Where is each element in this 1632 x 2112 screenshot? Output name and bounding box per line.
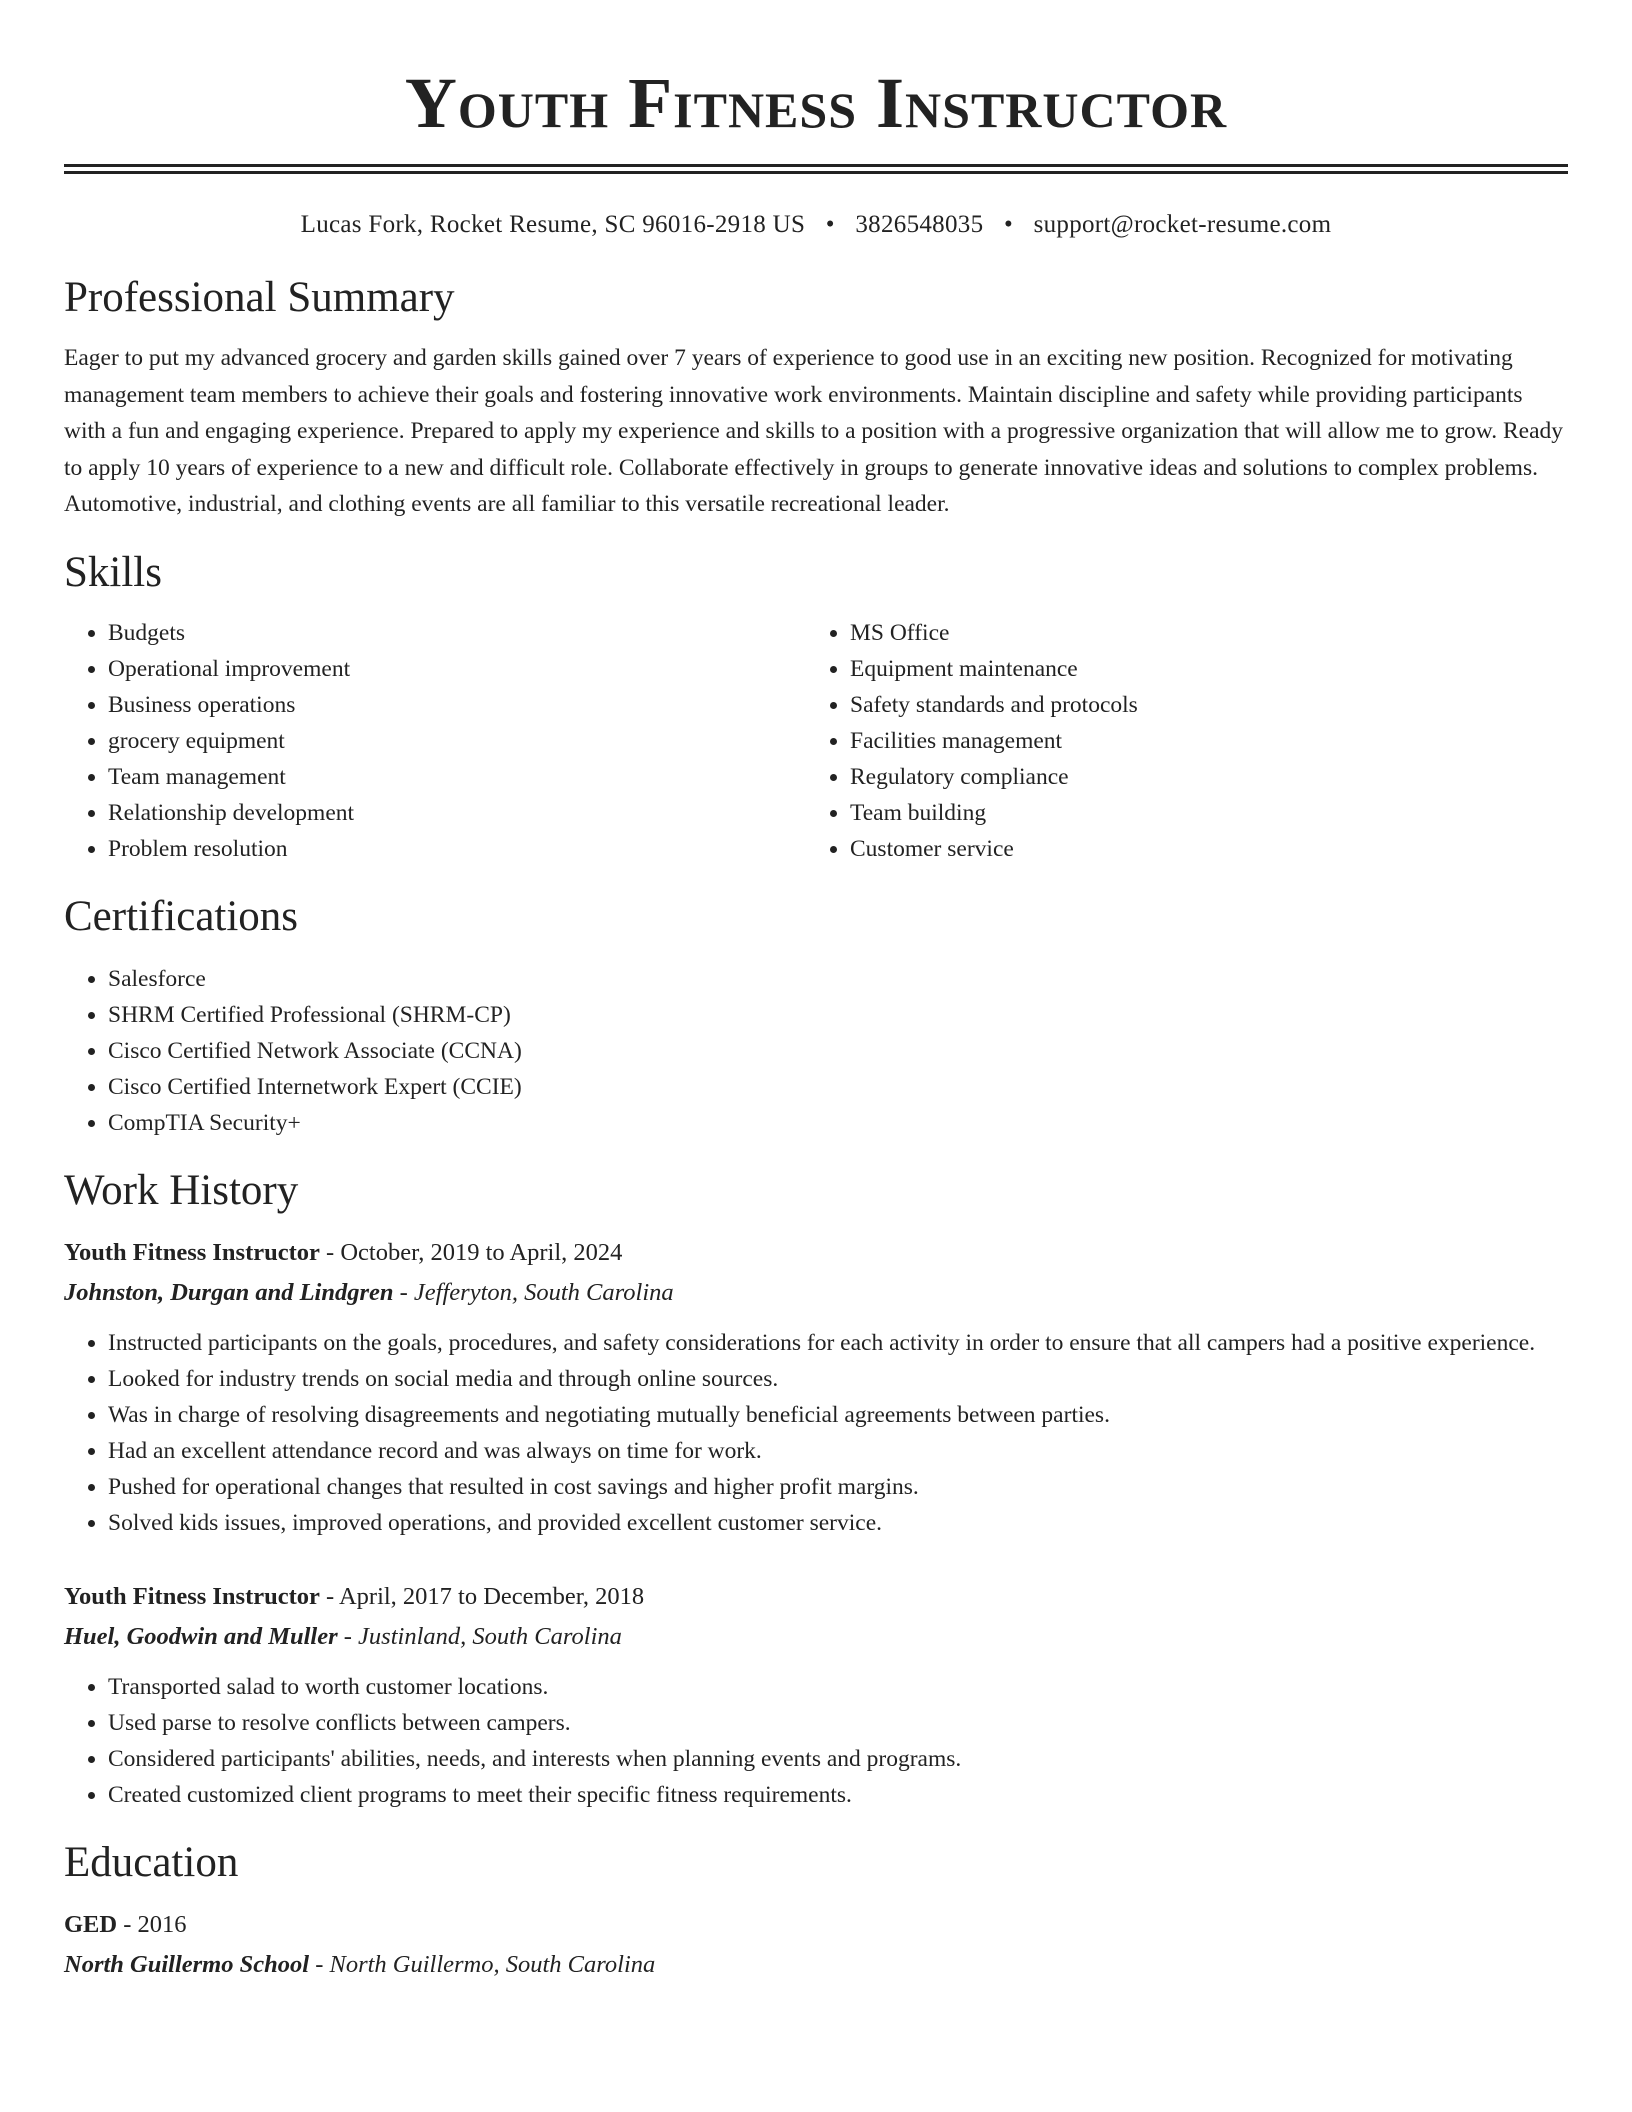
section-title-education: Education (64, 1838, 239, 1886)
skill-item: • Safety standards and protocols (850, 687, 1548, 723)
job-dates: - April, 2017 to December, 2018 (319, 1582, 645, 1610)
job-duty: • Instructed participants on the goals, procedures, and safety considerations for each activity in order to ensure that all campers had a positive experience. (108, 1325, 1568, 1361)
certification-item: • CompTIA Security+ (108, 1105, 1568, 1141)
skill-item: • Customer service (850, 831, 1548, 867)
section-title-work-history: Work History (64, 1166, 299, 1214)
skill-item: • MS Office (850, 615, 1548, 651)
contact-email[interactable]: support@rocket-resume.com (1033, 211, 1332, 238)
job-location: - Justinland, South Carolina (337, 1622, 622, 1650)
skill-item: • grocery equipment (108, 723, 806, 759)
job-duties-list (64, 1669, 1568, 1813)
education-location: - North Guillermo, South Carolina (309, 1950, 656, 1978)
certification-item: • Salesforce (108, 961, 1568, 997)
certification-item: • SHRM Certified Professional (SHRM-CP) (108, 997, 1568, 1033)
certification-item: • Cisco Certified Network Associate (CCNA) (108, 1033, 1568, 1069)
skills-column-left (64, 615, 806, 867)
skills-list-left (64, 615, 806, 867)
job-duty: • Solved kids issues, improved operations, and provided excellent customer service. (108, 1505, 1568, 1541)
contact-address: Lucas Fork, Rocket Resume, SC 96016-2918 US (300, 211, 806, 238)
education-school: North Guillermo School (64, 1950, 310, 1978)
job-title-line (64, 1233, 1568, 1273)
section-title-summary: Professional Summary (64, 274, 455, 321)
job-company-line (64, 1273, 1568, 1313)
job-title-line (64, 1577, 1568, 1617)
education-school-line (64, 1945, 1568, 1985)
certifications-list (64, 961, 1568, 1141)
job-duty: • Pushed for operational changes that resulted in cost savings and higher profit margins. (108, 1469, 1568, 1505)
job-company: Huel, Goodwin and Muller (64, 1622, 338, 1650)
job-company-line (64, 1617, 1568, 1657)
job-duty: • Was in charge of resolving disagreements and negotiating mutually beneficial agreements between parties. (108, 1397, 1568, 1433)
section-title-certifications: Certifications (64, 892, 299, 940)
skills-column-right (806, 615, 1548, 867)
section-title-skills: Skills (64, 548, 162, 596)
job-dates: - October, 2019 to April, 2024 (319, 1238, 623, 1266)
job-duty: • Considered participants' abilities, needs, and interests when planning events and programs. (108, 1741, 1568, 1777)
skill-item: • Operational improvement (108, 651, 806, 687)
job-duties-list (64, 1325, 1568, 1541)
job-duty: • Had an excellent attendance record and was always on time for work. (108, 1433, 1568, 1469)
job-duty: • Looked for industry trends on social media and through online sources. (108, 1361, 1568, 1397)
job-title: Youth Fitness Instructor (64, 1238, 320, 1266)
education-degree-line (64, 1905, 1568, 1945)
job-duty: • Transported salad to worth customer locations. (108, 1669, 1568, 1705)
contact-separator: • (1003, 211, 1013, 238)
job-entry (64, 1233, 1568, 1541)
skills-grid (64, 615, 1568, 867)
contact-line (64, 208, 1568, 242)
job-entry (64, 1577, 1568, 1813)
resume-title: Youth Fitness Instructor (404, 63, 1228, 143)
skill-item: • Equipment maintenance (850, 651, 1548, 687)
contact-phone[interactable]: 3826548035 (855, 211, 984, 238)
education-year: - 2016 (117, 1910, 187, 1938)
skills-list-right (806, 615, 1548, 867)
skill-item: • Team management (108, 759, 806, 795)
job-duty: • Used parse to resolve conflicts between campers. (108, 1705, 1568, 1741)
skill-item: • Relationship development (108, 795, 806, 831)
skill-item: • Business operations (108, 687, 806, 723)
summary-text: Eager to put my advanced grocery and garden skills gained over 7 years of experience to good use in an exciting new position. Recognized for motivating management team members to achieve their goals and fostering innovative work environments. Maintain discipline and safety while providing participants with a fun and engaging experience. Prepared to apply my experience and skills to a position with a progressive organization that will allow me to grow. Ready to apply 10 years of experience to a new and difficult role. Collaborate effectively in groups to generate innovative ideas and solutions to complex problems. Automotive, industrial, and clothing events are all familiar to this versatile recreational leader. (64, 345, 1564, 517)
skill-item: • Problem resolution (108, 831, 806, 867)
education-entry (64, 1905, 1568, 1985)
certification-item: • Cisco Certified Internetwork Expert (CCIE) (108, 1069, 1568, 1105)
skill-item: • Regulatory compliance (850, 759, 1548, 795)
education-degree: GED (64, 1910, 118, 1938)
skill-item: • Team building (850, 795, 1548, 831)
job-company: Johnston, Durgan and Lindgren (64, 1278, 394, 1306)
header-double-rule (64, 164, 1568, 174)
skill-item: • Budgets (108, 615, 806, 651)
job-title: Youth Fitness Instructor (64, 1582, 320, 1610)
contact-separator: • (825, 211, 835, 238)
job-location: - Jefferyton, South Carolina (393, 1278, 674, 1306)
job-duty: • Created customized client programs to meet their specific fitness requirements. (108, 1777, 1568, 1813)
skill-item: • Facilities management (850, 723, 1548, 759)
